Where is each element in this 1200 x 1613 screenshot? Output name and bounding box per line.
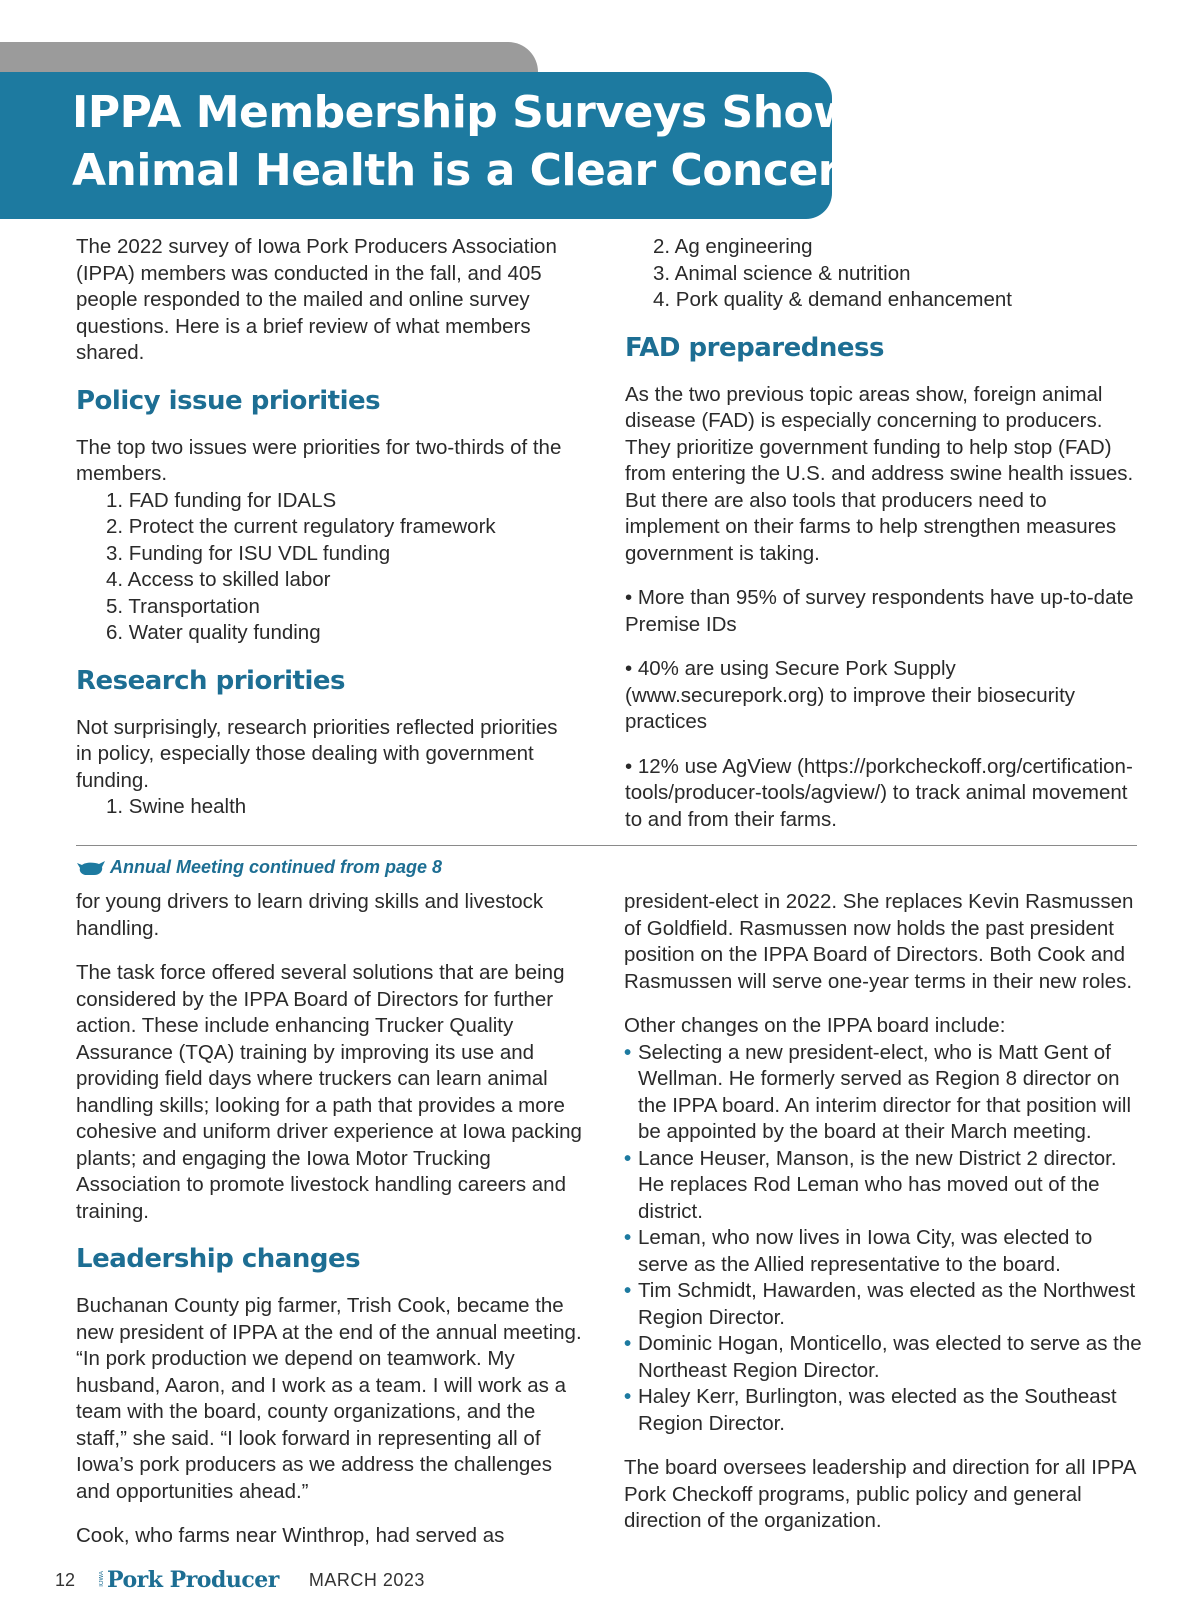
- logo-text: Pork Producer: [107, 1567, 279, 1593]
- issue-date: MARCH 2023: [308, 1569, 425, 1590]
- logo-small-text: IOWA: [99, 1571, 106, 1587]
- paragraph: president-elect in 2022. She replaces Kevin Rasmussen of Goldfield. Rasmussen now holds the past president position on the IPPA Board of Directors. Both Cook and Rasmussen will serve one-year terms in their new roles.: [624, 890, 1134, 993]
- fad-bullet: • 40% are using Secure Pork Supply (www.securepork.org) to improve their biosecurity practices: [625, 657, 1076, 733]
- paragraph: The board oversees leadership and direction for all IPPA Pork Checkoff programs, public policy and general direction of the organization.: [624, 1456, 1136, 1532]
- intro-paragraph: The 2022 survey of Iowa Pork Producers Association (IPPA) members was conducted in the fall, and 405 people responded to the mailed and online survey questions. Here is a brief review of what members shared.: [76, 235, 557, 364]
- fad-bullet: • More than 95% of survey respondents have up-to-date Premise IDs: [625, 586, 1134, 636]
- list-item: • Dominic Hogan, Monticello, was elected to serve as the Northeast Region Director.: [624, 1332, 1142, 1382]
- bullet-icon: •: [624, 1146, 632, 1170]
- continued-column-right: [624, 889, 1146, 1553]
- list-item: • Selecting a new president-elect, who is Matt Gent of Wellman. He formerly served as Region 8 director on the IPPA board. An interim director for that position will be appointed by the board at their March meeting.: [624, 1040, 1132, 1143]
- list-item: • Lance Heuser, Manson, is the new District 2 director. He replaces Rod Leman who has moved out of the district.: [624, 1146, 1117, 1223]
- research-list: [76, 794, 576, 821]
- list-item: 3. Funding for ISU VDL funding: [106, 541, 391, 565]
- leadership-heading: Leadership changes: [76, 1244, 361, 1274]
- paragraph: Cook, who farms near Winthrop, had served as: [76, 1524, 505, 1547]
- pig-icon: [76, 859, 106, 877]
- list-item: 2. Protect the current regulatory framework: [106, 515, 496, 538]
- research-heading: Research priorities: [76, 665, 345, 696]
- article-column-right: [625, 234, 1145, 851]
- bullet-icon: •: [624, 1279, 632, 1302]
- title-line-2: Animal Health is a Clear Concern: [72, 145, 870, 196]
- list-item: 4. Pork quality & demand enhancement: [653, 288, 1012, 311]
- paragraph: The task force offered several solutions that are being considered by the IPPA Board of Directors for further action. These include enhancing Trucker Quality Assurance (TQA) training by improving its use and providing field days where truckers can learn animal handling skills; looking for a path that provides a more cohesive and uniform driver experience at Iowa packing plants; and engaging the Iowa Motor Trucking Association to promote livestock handling careers and training.: [76, 961, 582, 1223]
- policy-list: [76, 488, 576, 647]
- research-paragraph: Not surprisingly, research priorities reflected priorities in policy, especially those dealing with government funding.: [76, 715, 558, 792]
- paragraph: Buchanan County pig farmer, Trish Cook, became the new president of IPPA at the end of the annual meeting. “In pork production we depend on teamwork. My husband, Aaron, and I work as a team. I will work as a team with the board, county organizations, and the staff,” she said. “I look forward in representing all of Iowa’s pork producers as we address the challenges and opportunities ahead.”: [76, 1294, 582, 1503]
- board-changes-list: [624, 1040, 1146, 1438]
- list-item: • Haley Kerr, Burlington, was elected as the Southeast Region Director.: [624, 1385, 1117, 1435]
- list-item: 2. Ag engineering: [653, 235, 813, 258]
- page-footer: [55, 1567, 425, 1593]
- policy-paragraph: The top two issues were priorities for two-thirds of the members.: [76, 435, 562, 485]
- list-item: 1. Swine health: [106, 795, 247, 818]
- magazine-logo: [99, 1567, 279, 1593]
- continued-label: [76, 857, 442, 878]
- bullet-icon: •: [624, 1226, 632, 1249]
- continued-text: Annual Meeting continued from page 8: [110, 857, 443, 877]
- section-divider: [76, 845, 1137, 846]
- list-item: 1. FAD funding for IDALS: [106, 488, 337, 512]
- continued-column-left: [76, 889, 591, 1568]
- list-item: 4. Access to skilled labor: [106, 568, 331, 591]
- research-list-continued: [625, 234, 1145, 314]
- fad-paragraph: As the two previous topic areas show, foreign animal disease (FAD) is especially concerning to producers. They prioritize government funding to help stop (FAD) from entering the U.S. and address swine health issues. But there are also tools that producers need to implement on their farms to help strengthen measures government is taking.: [625, 382, 1134, 565]
- bullet-icon: •: [624, 1040, 632, 1064]
- fad-bullet: • 12% use AgView (https://porkcheckoff.org/certification-tools/producer-tools/agview/) to track animal movement to and from their farms.: [625, 754, 1133, 831]
- list-item: • Leman, who now lives in Iowa City, was elected to serve as the Allied representative to the board.: [624, 1226, 1093, 1276]
- article-column-left: [76, 234, 576, 821]
- fad-heading: FAD preparedness: [625, 332, 884, 363]
- list-item: 5. Transportation: [106, 594, 260, 618]
- bullet-icon: •: [624, 1385, 632, 1408]
- paragraph: for young drivers to learn driving skills and livestock handling.: [76, 890, 544, 940]
- page-number: 12: [55, 1569, 76, 1590]
- paragraph: Other changes on the IPPA board include:: [624, 1014, 1006, 1037]
- policy-heading: Policy issue priorities: [76, 385, 381, 416]
- list-item: 6. Water quality funding: [106, 621, 321, 644]
- article-title: [72, 84, 879, 200]
- bullet-icon: •: [624, 1332, 632, 1355]
- list-item: • Tim Schmidt, Hawarden, was elected as the Northwest Region Director.: [624, 1279, 1136, 1329]
- list-item: 3. Animal science & nutrition: [653, 261, 911, 285]
- title-line-1: IPPA Membership Surveys Shows: [72, 87, 880, 138]
